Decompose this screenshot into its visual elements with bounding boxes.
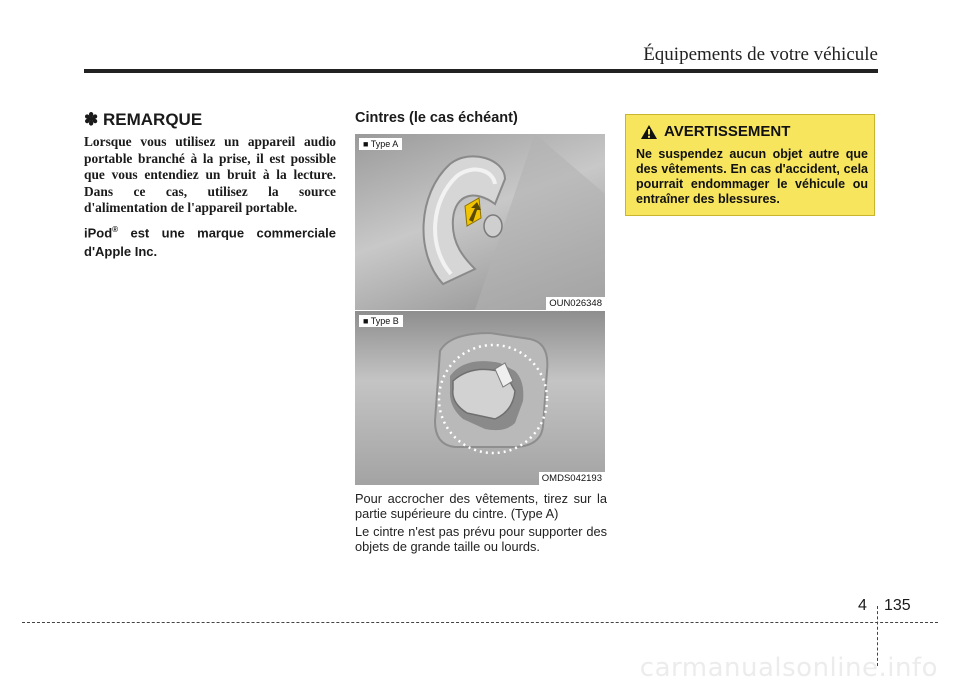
ipod-rest: est une marque commerciale d'Apple Inc.: [84, 225, 336, 260]
hook-illustration-b: [355, 311, 605, 485]
hook-illustration-a: [355, 134, 605, 310]
figure-type-a: [355, 134, 605, 310]
warning-triangle-icon: [640, 124, 658, 140]
note-title: [84, 110, 202, 130]
ipod-trademark-text: [84, 220, 336, 261]
note-symbol: ✽: [84, 110, 99, 129]
footer-rule: [22, 622, 938, 623]
chapter-number: 4: [858, 597, 867, 614]
hangers-paragraph-1: Pour accrocher des vêtements, tirez sur la partie supérieure du cintre. (Type A): [355, 491, 607, 521]
warning-title: AVERTISSEMENT: [664, 123, 791, 140]
warning-body: Ne suspendez aucun objet autre que des vêtements. En cas d'accident, cela pourrait endommager le véhicule ou entraîner des blessures.: [636, 147, 868, 206]
figure-b-code: OMDS042193: [539, 472, 605, 485]
figure-type-b: [355, 310, 605, 485]
ipod-brand: iPod: [84, 225, 113, 241]
note-body: Lorsque vous utilisez un appareil audio portable branché à la prise, il est possible que vous entendiez un bruit à la lecture. Dans ce cas, utilisez la source d'alimentation de l'appareil portable.: [84, 134, 336, 215]
warning-header: [640, 123, 790, 140]
note-title-text: REMARQUE: [102, 110, 203, 129]
header-title: Équipements de votre véhicule: [643, 44, 878, 65]
header-rule: [84, 69, 878, 73]
hangers-paragraph-2: Le cintre n'est pas prévu pour supporter des objets de grande taille ou lourds.: [355, 524, 607, 554]
figure-a-code: OUN026348: [546, 297, 605, 310]
warning-box: [625, 114, 875, 216]
page-number: 135: [884, 597, 911, 614]
registered-mark: ®: [112, 225, 119, 234]
figure-a-label: ■ Type A: [359, 138, 402, 150]
watermark: carmanualsonline.info: [639, 653, 938, 683]
figure-b-label: ■ Type B: [359, 315, 403, 327]
section-title-hangers: Cintres (le cas échéant): [355, 110, 518, 126]
